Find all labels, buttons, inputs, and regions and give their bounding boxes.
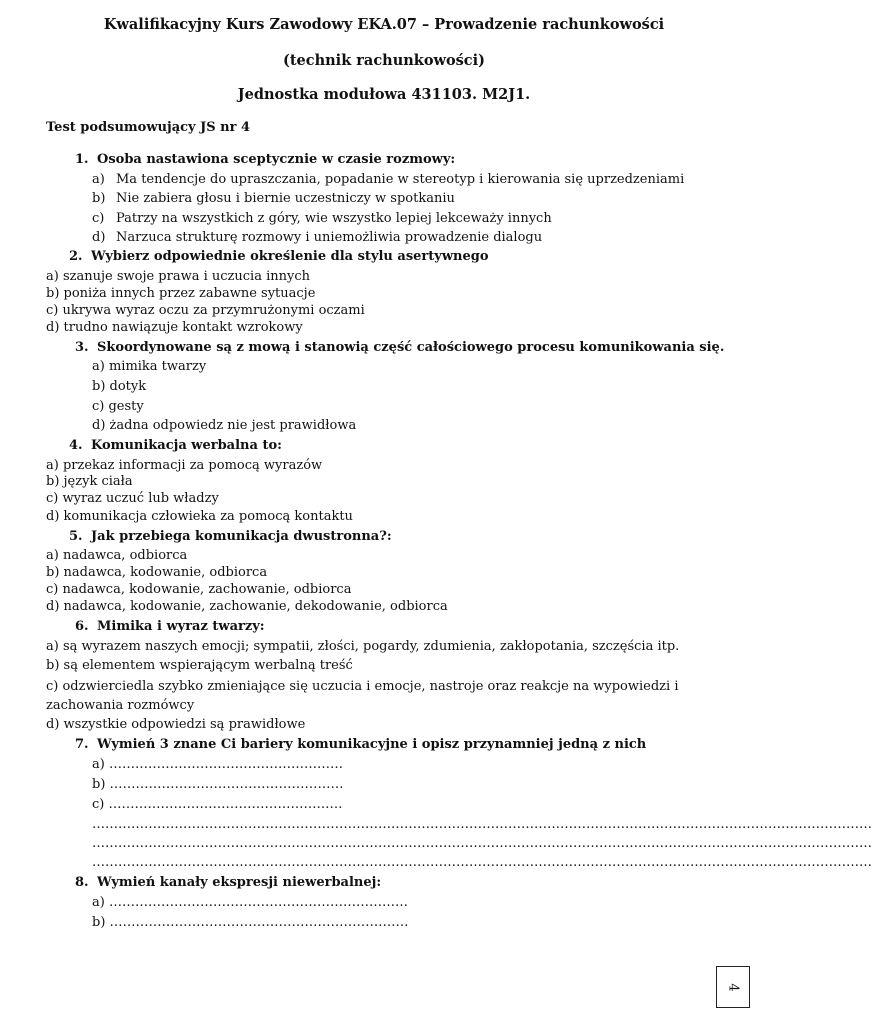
question-3 [75,339,724,356]
question-text: Wymień 3 znane Ci bariery komunikacyjne i opisz przynamniej jedną z nich [97,737,647,752]
question-number: 6. [75,619,89,634]
header-unit: Jednostka modułowa 431103. M2J1. [237,86,531,103]
option-letter: b) [92,191,106,206]
question-number: 5. [69,529,83,544]
answer-option: d) nadawca, kodowanie, zachowanie, dekodowanie, odbiorca [46,599,448,614]
answer-blank[interactable]: a) ……………………………………………… [92,757,343,772]
question-4 [69,437,282,454]
option-text: Ma tendencje do upraszczania, popadanie w stereotyp i kierowania się uprzedzeniami [116,172,685,187]
answer-line[interactable]: ……………………………………………………………………………………………………………………………………………………………… [92,855,872,870]
question-number: 1. [75,152,89,167]
option-text: Narzuca strukturę rozmowy i uniemożliwia prowadzenie dialogu [116,230,543,245]
answer-option: b) nadawca, kodowanie, odbiorca [46,565,268,580]
answer-option [92,229,542,246]
answer-option [92,171,684,188]
answer-option: c) ukrywa wyraz oczu za przymrużonymi oczami [46,303,365,318]
question-7 [75,736,646,753]
answer-option: c) odzwierciedla szybko zmieniające się uczucia i emocje, nastroje oraz reakcje na wypowiedzi i [46,679,679,694]
test-title: Test podsumowujący JS nr 4 [46,120,251,135]
answer-option: b) są elementem wspierającym werbalną treść [46,658,353,673]
page-number: 4 [725,982,741,992]
answer-option-continuation: zachowania rozmówcy [46,698,195,713]
question-text: Mimika i wyraz twarzy: [97,619,265,634]
answer-line[interactable]: ……………………………………………………………………………………………………………………………………………………………… [92,836,872,851]
question-2 [69,248,489,265]
option-letter: a) [92,172,105,187]
answer-option: c) gesty [92,399,144,414]
header-subtitle: (technik rachunkowości) [282,52,486,69]
question-text: Skoordynowane są z mową i stanowią część całościowego procesu komunikowania się. [97,340,725,355]
question-number: 2. [69,249,83,264]
option-text: Patrzy na wszystkich z góry, wie wszystko lepiej lekceważy innych [116,211,552,226]
question-8 [75,874,381,891]
question-5 [69,528,392,545]
answer-option: c) nadawca, kodowanie, zachowanie, odbiorca [46,582,352,597]
question-number: 4. [69,438,83,453]
answer-option: a) mimika twarzy [92,359,207,374]
question-number: 3. [75,340,89,355]
answer-option: a) szanuje swoje prawa i uczucia innych [46,269,310,284]
answer-option: d) trudno nawiązuje kontakt wzrokowy [46,320,303,335]
answer-option: a) są wyrazem naszych emocji; sympatii, złości, pogardy, zdumienia, zakłopotania, szczęścia itp. [46,639,680,654]
option-letter: c) [92,211,105,226]
question-6 [75,618,265,635]
answer-blank[interactable]: b) ……………………………………………… [92,777,344,792]
question-text: Komunikacja werbalna to: [91,438,282,453]
answer-blank[interactable]: a) …………………………………………………………… [92,895,408,910]
question-number: 8. [75,875,89,890]
answer-option: a) nadawca, odbiorca [46,548,188,563]
answer-line[interactable]: ……………………………………………………………………………………………………………………………………………………………… [92,817,872,832]
question-text: Jak przebiega komunikacja dwustronna?: [91,529,392,544]
question-text: Wymień kanały ekspresji niewerbalnej: [97,875,382,890]
answer-option: c) wyraz uczuć lub władzy [46,491,219,506]
header-title: Kwalifikacyjny Kurs Zawodowy EKA.07 – Prowadzenie rachunkowości [103,16,665,33]
answer-option: d) komunikacja człowieka za pomocą kontaktu [46,509,353,524]
page-number-box [716,966,750,1008]
answer-option: d) wszystkie odpowiedzi są prawidłowe [46,717,306,732]
answer-option: b) poniża innych przez zabawne sytuacje [46,286,316,301]
question-1 [75,151,455,168]
answer-option [92,210,552,227]
answer-option: b) dotyk [92,379,147,394]
answer-blank[interactable]: c) ……………………………………………… [92,797,343,812]
answer-option: b) język ciała [46,474,133,489]
question-text: Osoba nastawiona sceptycznie w czasie rozmowy: [97,152,456,167]
question-text: Wybierz odpowiednie określenie dla stylu asertywnego [91,249,489,264]
option-text: Nie zabiera głosu i biernie uczestniczy w spotkaniu [116,191,455,206]
answer-option: a) przekaz informacji za pomocą wyrazów [46,458,323,473]
question-number: 7. [75,737,89,752]
answer-option: d) żadna odpowiedz nie jest prawidłowa [92,418,357,433]
answer-blank[interactable]: b) …………………………………………………………… [92,915,409,930]
option-letter: d) [92,230,106,245]
answer-option [92,190,455,207]
